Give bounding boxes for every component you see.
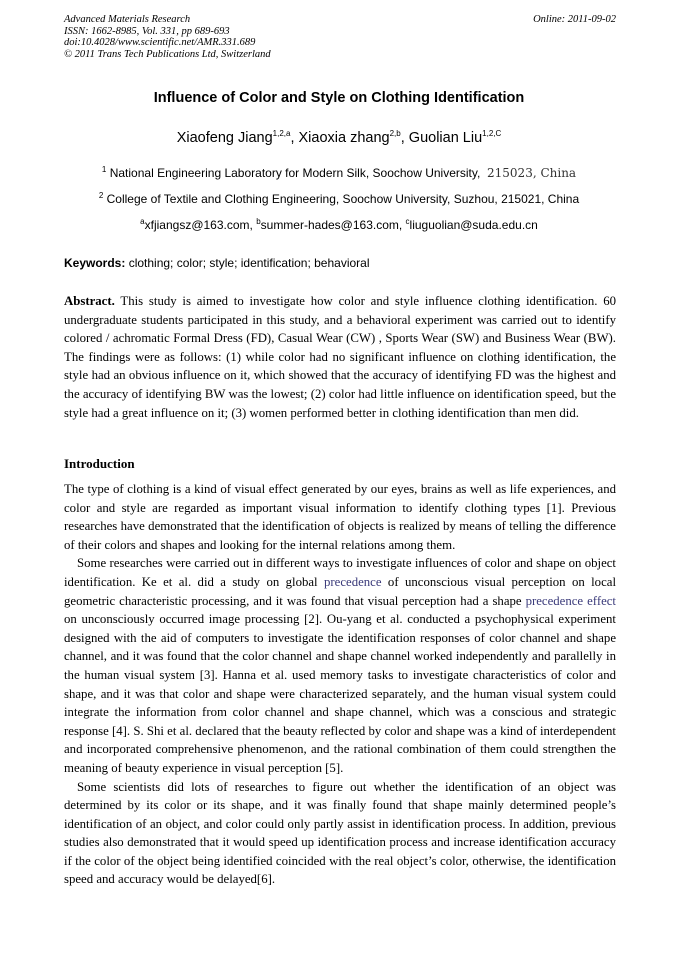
abstract-text: This study is aimed to investigate how color and style influence clothing identification. 60 undergraduate students participated in this study, and a behavioral experiment was carried out to identify colored / achromatic Formal Dress (FD), Casual Wear (CW) , Sports Wear (SW) and Business Wear (BW). The findings were as follows: (1) while color had no significant influence on clothing identification, the style had an obvious influence on it, which showed that the accuracy of identifying FD was the highest and the accuracy of identifying BW was the lowest; (2) color had little influence on identification speed, but the style had a great influence on it; (3) women performed better in clothing identification than men did. xyxy=(64,294,616,420)
paragraph-text: on unconsciously occurred image processing [2]. Ou-yang et al. conducted a psychophysical experiment designed with the aid of computers to investigate the identification responses of color channel and shape channel, and it was found that the color channel and shape channel worked independently and parallelly in the human visual system [3]. Hanna et al. used memory tasks to investigate characteristics of color and shape, and it was that color and shape were characterized separately, and the human visual system could integrate the information from color channel and shape channel, which was a conscious and strategic response [4]. S. Shi et al. declared that the beauty reflected by color and shape was a kind of interdependent and incorporated comprehensive phenomenon, and the rational combination of them could strengthen the meaning of beauty experience in visual perception [5]. xyxy=(64,612,616,775)
keywords xyxy=(64,256,616,270)
highlighted-term: precedence effect xyxy=(525,593,616,608)
author-affiliation-marker: 2,b xyxy=(389,129,401,139)
email-link[interactable]: liuguolian@suda.edu.cn xyxy=(409,218,538,232)
paper-title: Influence of Color and Style on Clothing Identification xyxy=(153,90,525,106)
keywords-label: Keywords: xyxy=(64,256,126,270)
highlighted-term: precedence xyxy=(324,574,382,589)
author-name: Guolian Liu xyxy=(408,130,483,146)
author-list xyxy=(0,130,678,146)
abstract xyxy=(64,292,616,422)
affiliation-2 xyxy=(0,192,678,206)
email-link[interactable]: xfjiangsz@163.com, xyxy=(144,218,257,232)
author-affiliation-marker: 1,2,a xyxy=(272,129,291,139)
author-name: Xiaofeng Jiang xyxy=(176,130,273,146)
page-header xyxy=(64,14,616,60)
affiliation-1 xyxy=(0,166,678,180)
affiliation-postcode: 215023, China xyxy=(487,166,577,180)
affiliation-text: College of Textile and Clothing Engineering, Soochow University, Suzhou, 215021, China xyxy=(106,192,580,206)
section-heading: Introduction xyxy=(64,456,135,471)
online-date: Online: 2011-09-02 xyxy=(533,14,616,25)
author-affiliation-marker: 1,2,C xyxy=(482,129,502,139)
author-name: Xiaoxia zhang xyxy=(298,130,390,146)
keywords-text: clothing; color; style; identification; behavioral xyxy=(125,256,370,270)
affiliation-marker: 1 xyxy=(101,165,107,174)
email-marker: a xyxy=(140,217,145,226)
copyright-line: © 2011 Trans Tech Publications Ltd, Switzerland xyxy=(64,48,271,60)
author-separator: , xyxy=(290,130,299,146)
affiliation-marker: 2 xyxy=(98,191,104,200)
issn-line: ISSN: 1662-8985, Vol. 331, pp 689-693 xyxy=(64,25,230,37)
author-separator: , xyxy=(400,130,409,146)
paragraph xyxy=(64,554,616,777)
paragraph-text: of unconscious visual perception on local geometric characteristic processing, and it was found that visual perception had a shape xyxy=(64,574,616,608)
paragraph: Some scientists did lots of researches to figure out whether the identification of an object was determined by its color or its shape, and it was finally found that shape mainly determined people’s identification of an object, and color could only partly assist in identification process. In addition, previous studies also demonstrated that it would speed up identification process and increase identification accuracy if the color of the object being identified coincided with the real object’s color, otherwise, the identification speed and accuracy would be delayed[6]. xyxy=(64,779,616,887)
journal-name: Advanced Materials Research xyxy=(64,14,191,25)
email-link[interactable]: summer-hades@163.com, xyxy=(260,218,406,232)
abstract-label: Abstract. xyxy=(64,294,115,308)
paragraph-text: Some researches were carried out in different ways to investigate influences of color and shape on object identification. Ke et al. did a study on global xyxy=(64,556,616,589)
email-list xyxy=(0,218,678,232)
paragraph: The type of clothing is a kind of visual effect generated by our eyes, brains as well as life experiences, and color and style are regarded as important visual information to identify clothing types [1]. Previous researches have demonstrated that the identification of objects is realized by means of telling the difference of their colors and shapes and looking for the internal relations among them. xyxy=(64,482,616,552)
doi-line: doi:10.4028/www.scientific.net/AMR.331.689 xyxy=(64,37,256,48)
affiliation-text: National Engineering Laboratory for Modern Silk, Soochow University, xyxy=(109,166,481,180)
email-marker: b xyxy=(256,217,261,226)
email-marker: c xyxy=(405,217,410,226)
introduction-body xyxy=(64,480,616,889)
